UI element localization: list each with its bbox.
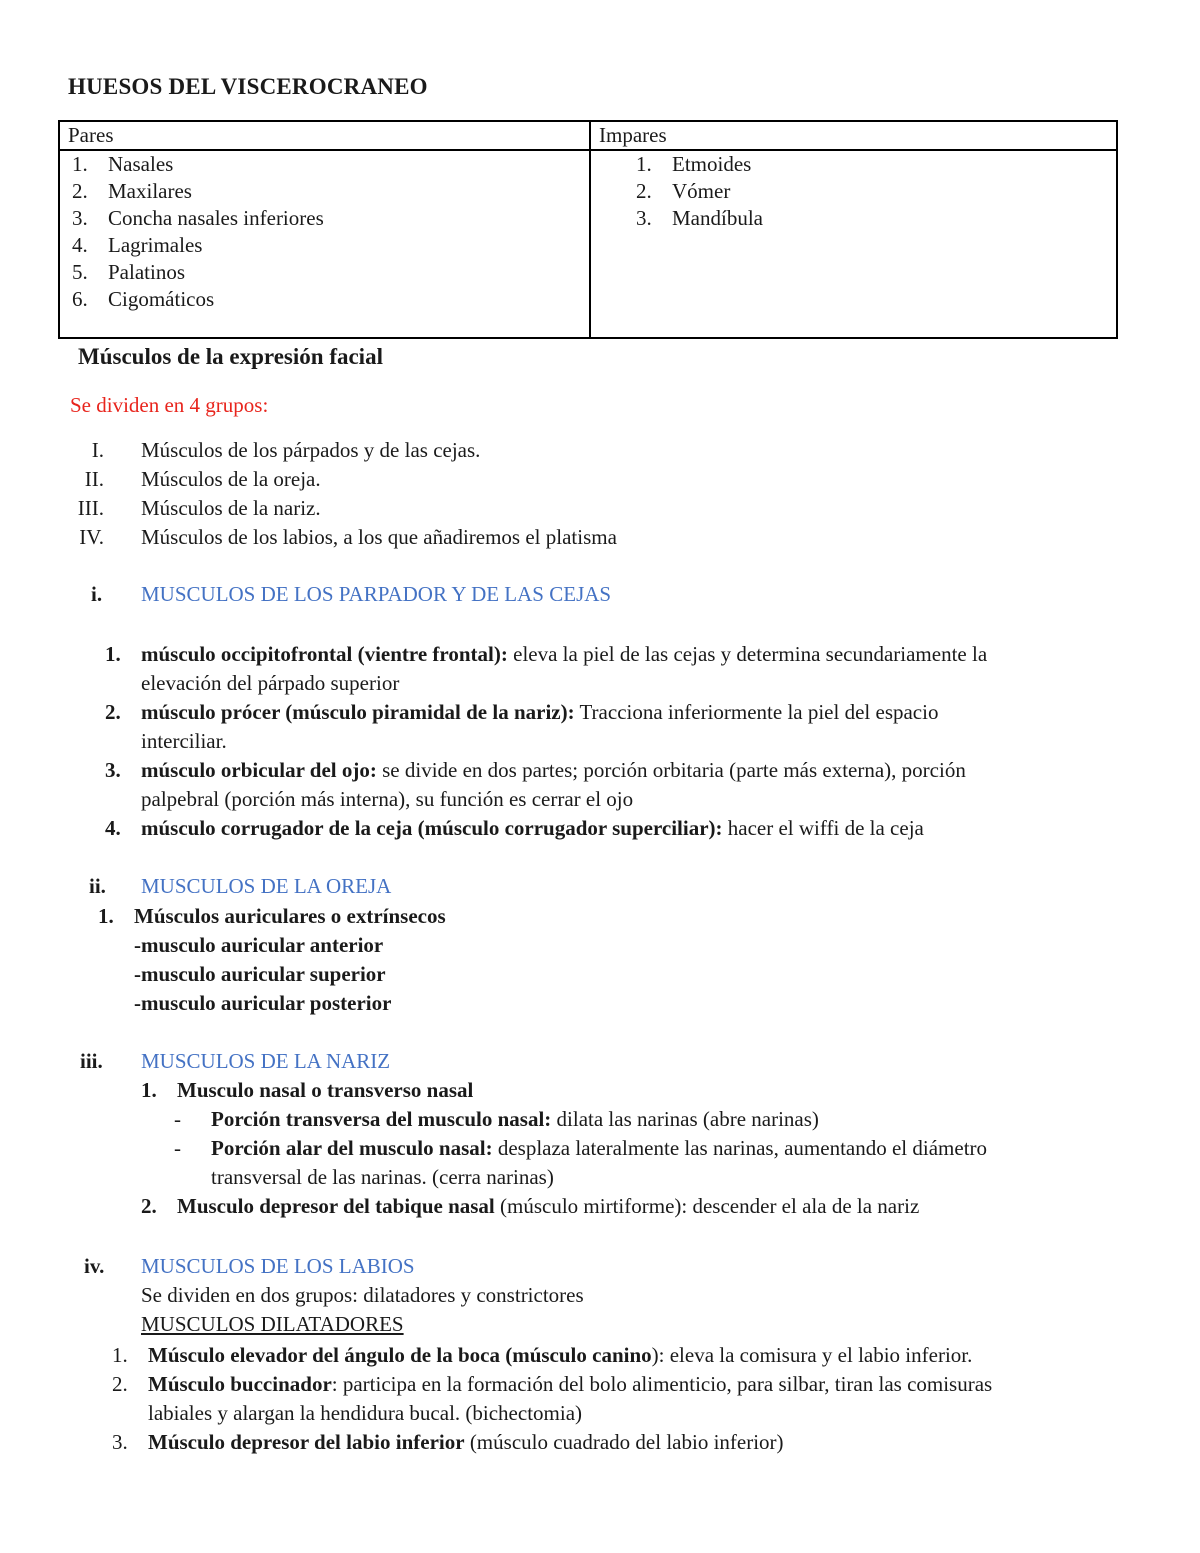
- pares-list: [72, 151, 324, 313]
- bones-table: [58, 120, 1118, 339]
- list-item: -musculo auricular superior: [134, 962, 386, 986]
- list-item: 1. Músculo elevador del ángulo de la boca (músculo canino): eleva la comisura y el labio inferior.: [112, 1343, 973, 1367]
- list-item: 1. músculo occipitofrontal (vientre frontal): eleva la piel de las cejas y determina secundariamente la: [105, 642, 988, 666]
- list-item: - Porción alar del musculo nasal: desplaza lateralmente las narinas, aumentando el diámetro: [174, 1136, 988, 1160]
- sec3-list: 1. Musculo nasal o transverso nasal - Porción transversa del musculo nasal: dilata las narinas (abre narinas) - Porción alar del musculo nasal: desplaza lateralmente las narinas, aumentando el diámetro transversal de las narinas. (cerra narinas) 2. Musculo depresor del tabique nasal (músculo mirtiforme): descender el ala de la nariz: [141, 1076, 157, 1221]
- sec2-number: ii.: [89, 874, 106, 898]
- sec3-number: iii.: [80, 1049, 103, 1073]
- sec4-title: MUSCULOS DE LOS LABIOS: [141, 1254, 415, 1278]
- list-item: 1. Etmoides: [636, 152, 752, 176]
- list-item: 1. Nasales: [72, 152, 174, 176]
- list-item: I. Músculos de los párpados y de las cejas.: [91, 438, 481, 462]
- list-item: 4. músculo corrugador de la ceja (músculo corrugador superciliar): hacer el wiffi de la ceja: [105, 816, 924, 840]
- sec1-list: 1. músculo occipitofrontal (vientre frontal): eleva la piel de las cejas y determina secundariamente la elevación del párpado superior 2. músculo prócer (músculo piramidal de la nariz): Tracciona inferiormente la piel del espacio interciliar. 3. músculo orbicular del ojo: se divide en dos partes; porción orbitaria (parte más externa), porción palpebral (porción más interna), su función es cerrar el ojo 4. músculo corrugador de la ceja (músculo corrugador superciliar): hacer el wiffi de la ceja: [105, 640, 121, 843]
- sec1-title: MUSCULOS DE LOS PARPADOR Y DE LAS CEJAS: [141, 582, 612, 606]
- list-item: II. Músculos de la oreja.: [84, 467, 321, 491]
- sec4-number: iv.: [84, 1254, 105, 1278]
- list-item: -musculo auricular posterior: [134, 991, 392, 1015]
- table-divider: [589, 122, 591, 337]
- sec4-intro: Se dividen en dos grupos: dilatadores y constrictores: [141, 1283, 584, 1307]
- list-item: 2. Vómer: [636, 179, 731, 203]
- page-title: HUESOS DEL VISCEROCRANEO: [68, 74, 428, 99]
- list-item: 2. Maxilares: [72, 179, 192, 203]
- list-item: 2. músculo prócer (músculo piramidal de la nariz): Tracciona inferiormente la piel del espacio: [105, 700, 939, 724]
- list-item: -musculo auricular anterior: [134, 933, 384, 957]
- sec1-number: i.: [91, 582, 103, 606]
- intro-text: Se dividen en 4 grupos:: [70, 393, 269, 417]
- list-item: 3. músculo orbicular del ojo: se divide en dos partes; porción orbitaria (parte más externa), porción: [105, 758, 966, 782]
- list-item: III. Músculos de la nariz.: [77, 496, 321, 520]
- section-title: Músculos de la expresión facial: [78, 344, 383, 369]
- header-impares: Impares: [599, 123, 667, 147]
- list-item: - Porción transversa del musculo nasal: dilata las narinas (abre narinas): [174, 1107, 819, 1131]
- list-item: 5. Palatinos: [72, 260, 185, 284]
- sec2-list: [98, 902, 446, 1018]
- list-item: 3. Concha nasales inferiores: [72, 206, 324, 230]
- sec2-title: MUSCULOS DE LA OREJA: [141, 874, 392, 898]
- list-item: 6. Cigomáticos: [72, 287, 215, 311]
- list-item: 1. Musculo nasal o transverso nasal: [141, 1078, 474, 1102]
- sec3-title: MUSCULOS DE LA NARIZ: [141, 1049, 391, 1073]
- list-item: 3. Mandíbula: [636, 206, 763, 230]
- impares-list: [636, 151, 763, 232]
- list-item: 1. Músculos auriculares o extrínsecos: [98, 904, 446, 928]
- list-item: 2. Musculo depresor del tabique nasal (músculo mirtiforme): descender el ala de la nariz: [141, 1194, 920, 1218]
- sec4-subhead: MUSCULOS DILATADORES: [141, 1312, 404, 1336]
- list-item: 3. Músculo depresor del labio inferior (músculo cuadrado del labio inferior): [112, 1430, 784, 1454]
- list-item: 2. Músculo buccinador: participa en la formación del bolo alimenticio, para silbar, tiran las comisuras: [112, 1372, 993, 1396]
- sec4-list: 1. Músculo elevador del ángulo de la boca (músculo canino): eleva la comisura y el labio inferior. 2. Músculo buccinador: participa en la formación del bolo alimenticio, para silbar, tiran las comisuras labiales y alargan la hendidura bucal. (bichectomia) 3. Músculo depresor del labio inferior (músculo cuadrado del labio inferior): [112, 1341, 128, 1457]
- list-item: IV. Músculos de los labios, a los que añadiremos el platisma: [79, 525, 617, 549]
- header-pares: Pares: [68, 123, 114, 147]
- groups-list: [70, 436, 617, 552]
- list-item: 4. Lagrimales: [72, 233, 203, 257]
